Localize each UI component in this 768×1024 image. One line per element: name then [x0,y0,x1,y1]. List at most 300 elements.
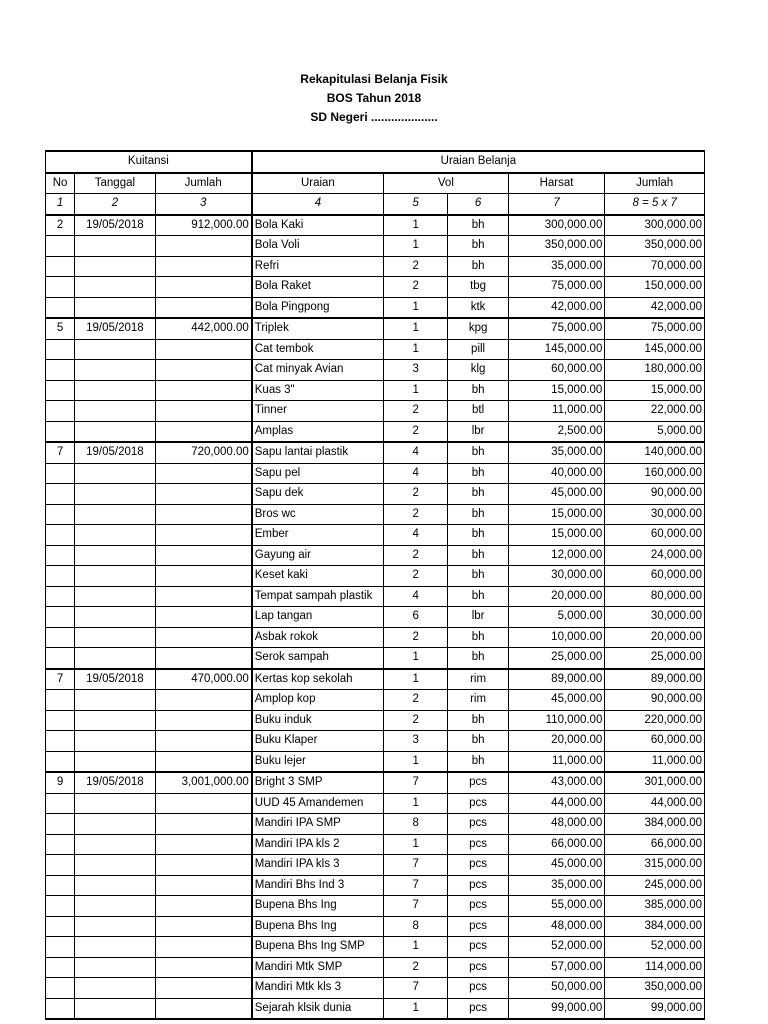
cell-tanggal [75,360,155,381]
cell-uraian: Asbak rokok [252,627,384,648]
cell-no [46,339,75,360]
header-jumlah-2: Jumlah [605,173,705,194]
cell-tanggal [75,957,155,978]
cell-tanggal [75,710,155,731]
cell-total: 42,000.00 [605,297,705,318]
cell-satuan: pcs [448,814,508,835]
col-number-2: 2 [75,194,155,215]
cell-harsat: 35,000.00 [508,442,605,463]
table-row [46,957,705,978]
cell-total: 22,000.00 [605,401,705,422]
cell-vol: 7 [384,772,448,793]
cell-uraian: Bright 3 SMP [252,772,384,793]
table-row [46,834,705,855]
col-number-8: 8 = 5 x 7 [605,194,705,215]
table-row [46,793,705,814]
cell-no [46,360,75,381]
cell-no [46,504,75,525]
cell-harsat: 11,000.00 [508,401,605,422]
cell-vol: 1 [384,215,448,236]
cell-vol: 2 [384,421,448,442]
cell-harsat: 30,000.00 [508,566,605,587]
cell-uraian: Cat minyak Avian [252,360,384,381]
cell-jumlah [155,648,252,669]
cell-jumlah [155,814,252,835]
header-jumlah: Jumlah [155,173,252,194]
cell-harsat: 145,000.00 [508,339,605,360]
cell-no [46,607,75,628]
cell-no [46,586,75,607]
cell-no [46,998,75,1019]
cell-total: 140,000.00 [605,442,705,463]
cell-vol: 2 [384,401,448,422]
cell-uraian: Amplas [252,421,384,442]
cell-harsat: 35,000.00 [508,875,605,896]
cell-harsat: 45,000.00 [508,484,605,505]
cell-harsat: 11,000.00 [508,751,605,772]
cell-vol: 6 [384,607,448,628]
cell-satuan: bh [448,380,508,401]
table-row [46,690,705,711]
cell-no [46,814,75,835]
cell-satuan: pcs [448,875,508,896]
col-number-7: 7 [508,194,605,215]
cell-tanggal [75,855,155,876]
cell-uraian: Triplek [252,318,384,339]
cell-jumlah: 720,000.00 [155,442,252,463]
cell-no [46,855,75,876]
cell-total: 385,000.00 [605,896,705,917]
cell-total: 20,000.00 [605,627,705,648]
header-tanggal: Tanggal [75,173,155,194]
cell-no [46,896,75,917]
cell-vol: 2 [384,566,448,587]
table-row [46,710,705,731]
table-row [46,627,705,648]
cell-jumlah [155,566,252,587]
cell-total: 15,000.00 [605,380,705,401]
cell-vol: 2 [384,545,448,566]
cell-satuan: pcs [448,855,508,876]
table-row [46,937,705,958]
cell-harsat: 48,000.00 [508,916,605,937]
cell-satuan: bh [448,545,508,566]
cell-total: 80,000.00 [605,586,705,607]
cell-uraian: Bupena Bhs Ing SMP [252,937,384,958]
cell-no: 7 [46,669,75,690]
cell-jumlah [155,586,252,607]
cell-satuan: rim [448,690,508,711]
cell-uraian: UUD 45 Amandemen [252,793,384,814]
cell-vol: 8 [384,814,448,835]
cell-vol: 1 [384,834,448,855]
cell-vol: 1 [384,793,448,814]
cell-vol: 1 [384,937,448,958]
cell-harsat: 89,000.00 [508,669,605,690]
cell-jumlah: 3,001,000.00 [155,772,252,793]
cell-tanggal: 19/05/2018 [75,318,155,339]
cell-no [46,648,75,669]
cell-jumlah [155,525,252,546]
cell-tanggal: 19/05/2018 [75,215,155,236]
cell-jumlah [155,751,252,772]
header-no: No [46,173,75,194]
table-row [46,401,705,422]
cell-tanggal [75,504,155,525]
cell-satuan: pcs [448,896,508,917]
cell-satuan: lbr [448,421,508,442]
cell-no [46,834,75,855]
cell-total: 5,000.00 [605,421,705,442]
cell-no [46,916,75,937]
cell-uraian: Kuas 3" [252,380,384,401]
col-number-3: 3 [155,194,252,215]
cell-satuan: bh [448,648,508,669]
cell-no: 9 [46,772,75,793]
cell-tanggal [75,484,155,505]
cell-total: 160,000.00 [605,463,705,484]
cell-satuan: bh [448,504,508,525]
table-row [46,504,705,525]
cell-harsat: 15,000.00 [508,380,605,401]
header-uraian: Uraian [252,173,384,194]
cell-tanggal [75,401,155,422]
cell-tanggal [75,256,155,277]
cell-uraian: Keset kaki [252,566,384,587]
cell-no [46,401,75,422]
cell-total: 114,000.00 [605,957,705,978]
cell-jumlah [155,731,252,752]
cell-no [46,545,75,566]
cell-tanggal [75,627,155,648]
cell-vol: 8 [384,916,448,937]
table-row [46,814,705,835]
cell-satuan: pcs [448,834,508,855]
cell-uraian: Tempat sampah plastik [252,586,384,607]
cell-uraian: Tinner [252,401,384,422]
cell-total: 89,000.00 [605,669,705,690]
cell-vol: 2 [384,957,448,978]
cell-satuan: bh [448,731,508,752]
table-row [46,916,705,937]
cell-satuan: btl [448,401,508,422]
table-row [46,772,705,793]
table-row [46,731,705,752]
cell-harsat: 45,000.00 [508,690,605,711]
col-number-6: 6 [448,194,508,215]
cell-uraian: Bola Raket [252,277,384,298]
cell-satuan: bh [448,586,508,607]
cell-jumlah [155,297,252,318]
cell-uraian: Kertas kop sekolah [252,669,384,690]
table-row [46,669,705,690]
cell-total: 90,000.00 [605,484,705,505]
table-row [46,484,705,505]
cell-harsat: 2,500.00 [508,421,605,442]
cell-vol: 1 [384,751,448,772]
table-row [46,545,705,566]
cell-vol: 1 [384,236,448,257]
cell-vol: 7 [384,855,448,876]
table-row [46,566,705,587]
cell-no [46,236,75,257]
col-number-4: 4 [252,194,384,215]
cell-uraian: Mandiri IPA kls 3 [252,855,384,876]
cell-harsat: 40,000.00 [508,463,605,484]
expense-table [45,150,705,1020]
cell-no [46,710,75,731]
cell-tanggal [75,916,155,937]
cell-no [46,256,75,277]
cell-satuan: bh [448,236,508,257]
table-row [46,855,705,876]
cell-satuan: klg [448,360,508,381]
document-title [0,70,748,127]
cell-harsat: 10,000.00 [508,627,605,648]
header-harsat: Harsat [508,173,605,194]
cell-vol: 2 [384,256,448,277]
cell-satuan: pcs [448,998,508,1019]
cell-harsat: 75,000.00 [508,318,605,339]
cell-jumlah [155,421,252,442]
cell-no [46,957,75,978]
cell-harsat: 44,000.00 [508,793,605,814]
cell-vol: 7 [384,896,448,917]
cell-harsat: 20,000.00 [508,586,605,607]
cell-vol: 3 [384,360,448,381]
cell-vol: 4 [384,442,448,463]
cell-total: 60,000.00 [605,731,705,752]
cell-total: 75,000.00 [605,318,705,339]
cell-jumlah [155,339,252,360]
cell-harsat: 110,000.00 [508,710,605,731]
cell-vol: 3 [384,731,448,752]
cell-no: 5 [46,318,75,339]
table-row [46,256,705,277]
cell-tanggal [75,339,155,360]
cell-harsat: 50,000.00 [508,978,605,999]
cell-tanggal [75,566,155,587]
cell-satuan: pill [448,339,508,360]
table-row [46,586,705,607]
cell-tanggal [75,998,155,1019]
cell-tanggal [75,751,155,772]
cell-harsat: 42,000.00 [508,297,605,318]
cell-satuan: bh [448,751,508,772]
table-row [46,875,705,896]
cell-satuan: tbg [448,277,508,298]
cell-total: 300,000.00 [605,215,705,236]
cell-harsat: 99,000.00 [508,998,605,1019]
cell-tanggal [75,834,155,855]
cell-harsat: 15,000.00 [508,504,605,525]
cell-total: 301,000.00 [605,772,705,793]
title-line-1: Rekapitulasi Belanja Fisik [300,72,448,86]
cell-tanggal [75,380,155,401]
table-row [46,896,705,917]
cell-no [46,463,75,484]
cell-vol: 4 [384,525,448,546]
cell-tanggal [75,236,155,257]
cell-tanggal [75,648,155,669]
cell-jumlah [155,360,252,381]
table-row [46,318,705,339]
cell-vol: 1 [384,297,448,318]
table-row [46,380,705,401]
cell-jumlah [155,710,252,731]
cell-vol: 2 [384,277,448,298]
cell-uraian: Sapu pel [252,463,384,484]
cell-tanggal [75,896,155,917]
cell-satuan: bh [448,442,508,463]
cell-total: 24,000.00 [605,545,705,566]
cell-total: 44,000.00 [605,793,705,814]
cell-harsat: 48,000.00 [508,814,605,835]
cell-jumlah [155,998,252,1019]
cell-vol: 1 [384,998,448,1019]
cell-harsat: 45,000.00 [508,855,605,876]
cell-jumlah: 470,000.00 [155,669,252,690]
cell-jumlah [155,380,252,401]
cell-uraian: Amplop kop [252,690,384,711]
cell-total: 245,000.00 [605,875,705,896]
cell-uraian: Lap tangan [252,607,384,628]
cell-tanggal [75,297,155,318]
cell-satuan: bh [448,463,508,484]
cell-total: 60,000.00 [605,566,705,587]
table-row [46,277,705,298]
cell-harsat: 35,000.00 [508,256,605,277]
cell-vol: 4 [384,586,448,607]
table-row [46,978,705,999]
cell-uraian: Serok sampah [252,648,384,669]
cell-tanggal: 19/05/2018 [75,772,155,793]
cell-total: 52,000.00 [605,937,705,958]
cell-harsat: 60,000.00 [508,360,605,381]
cell-no [46,793,75,814]
cell-satuan: bh [448,627,508,648]
cell-tanggal [75,937,155,958]
cell-tanggal [75,875,155,896]
cell-uraian: Cat tembok [252,339,384,360]
cell-tanggal [75,690,155,711]
table-row [46,648,705,669]
cell-no [46,421,75,442]
table-row [46,607,705,628]
cell-total: 220,000.00 [605,710,705,731]
cell-vol: 1 [384,669,448,690]
cell-jumlah [155,875,252,896]
col-number-1: 1 [46,194,75,215]
cell-satuan: pcs [448,793,508,814]
cell-uraian: Bola Pingpong [252,297,384,318]
title-line-2: BOS Tahun 2018 [326,91,422,105]
cell-total: 315,000.00 [605,855,705,876]
cell-jumlah [155,855,252,876]
cell-total: 99,000.00 [605,998,705,1019]
cell-uraian: Buku lejer [252,751,384,772]
cell-uraian: Bros wc [252,504,384,525]
cell-total: 60,000.00 [605,525,705,546]
cell-satuan: lbr [448,607,508,628]
cell-uraian: Mandiri IPA SMP [252,814,384,835]
cell-total: 384,000.00 [605,916,705,937]
cell-harsat: 52,000.00 [508,937,605,958]
cell-jumlah [155,401,252,422]
cell-jumlah [155,978,252,999]
cell-harsat: 55,000.00 [508,896,605,917]
cell-jumlah [155,834,252,855]
cell-satuan: bh [448,525,508,546]
cell-uraian: Bupena Bhs Ing [252,916,384,937]
table-row [46,463,705,484]
col-number-5: 5 [384,194,448,215]
cell-no [46,690,75,711]
cell-satuan: pcs [448,957,508,978]
cell-no [46,751,75,772]
table-row [46,297,705,318]
cell-no [46,566,75,587]
cell-jumlah [155,545,252,566]
cell-total: 70,000.00 [605,256,705,277]
cell-tanggal [75,607,155,628]
cell-harsat: 66,000.00 [508,834,605,855]
cell-tanggal [75,586,155,607]
cell-satuan: bh [448,256,508,277]
header-kuitansi: Kuitansi [46,151,252,173]
table-row [46,236,705,257]
cell-vol: 1 [384,318,448,339]
cell-tanggal [75,793,155,814]
table-row [46,215,705,236]
cell-uraian: Gayung air [252,545,384,566]
cell-vol: 2 [384,484,448,505]
cell-satuan: bh [448,484,508,505]
cell-no [46,277,75,298]
cell-jumlah [155,607,252,628]
cell-jumlah [155,896,252,917]
cell-total: 90,000.00 [605,690,705,711]
table-row [46,998,705,1019]
header-uraian-belanja: Uraian Belanja [252,151,705,173]
cell-total: 30,000.00 [605,607,705,628]
cell-uraian: Mandiri Bhs Ind 3 [252,875,384,896]
cell-no [46,937,75,958]
cell-tanggal [75,463,155,484]
cell-no [46,978,75,999]
cell-jumlah [155,504,252,525]
cell-vol: 1 [384,380,448,401]
cell-total: 150,000.00 [605,277,705,298]
cell-no: 7 [46,442,75,463]
cell-satuan: bh [448,710,508,731]
cell-jumlah [155,484,252,505]
cell-vol: 2 [384,710,448,731]
cell-uraian: Sapu lantai plastik [252,442,384,463]
cell-satuan: pcs [448,978,508,999]
cell-uraian: Bola Voli [252,236,384,257]
title-line-3: SD Negeri .................... [310,110,438,124]
cell-no: 2 [46,215,75,236]
cell-satuan: rim [448,669,508,690]
cell-tanggal [75,978,155,999]
cell-jumlah [155,277,252,298]
cell-jumlah: 442,000.00 [155,318,252,339]
table-row [46,525,705,546]
cell-harsat: 350,000.00 [508,236,605,257]
cell-uraian: Mandiri Mtk SMP [252,957,384,978]
cell-uraian: Bola Kaki [252,215,384,236]
